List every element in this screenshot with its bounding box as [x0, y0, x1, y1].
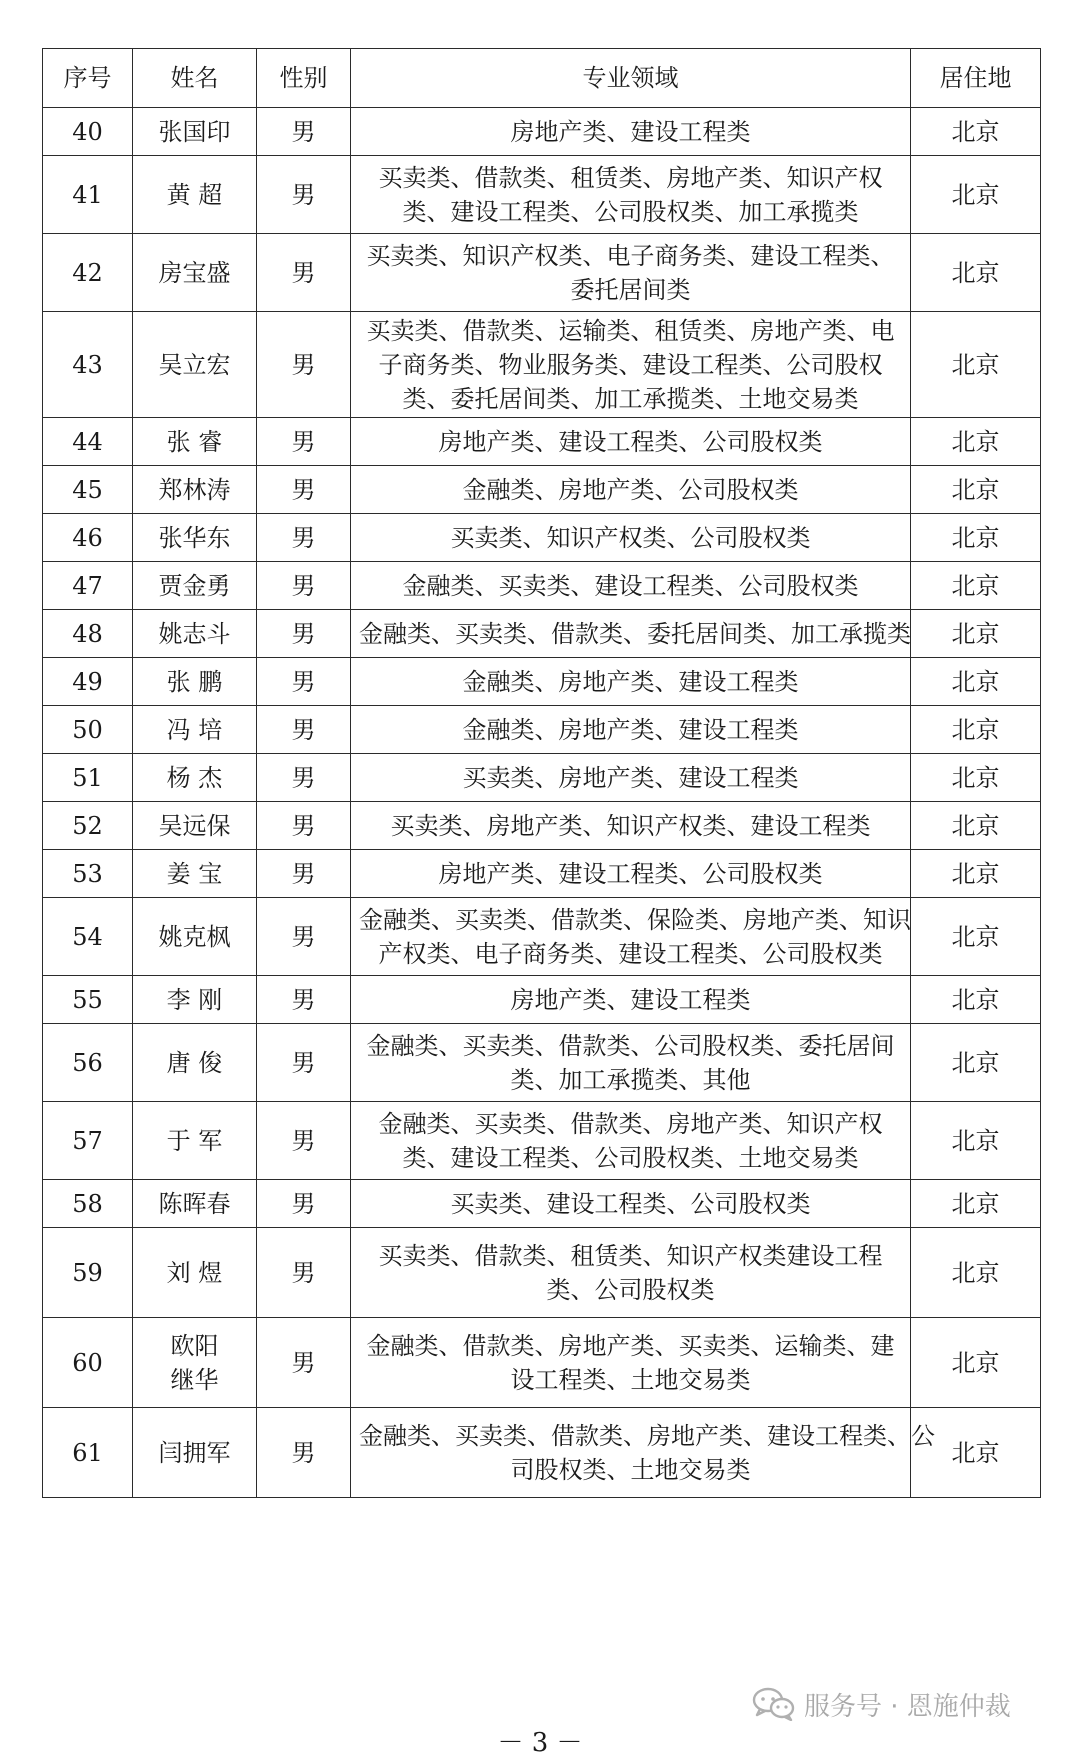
fields-line: 金融类、买卖类、借款类、委托居间类、加工承揽类 [359, 619, 911, 648]
cell-residence: 北京 [911, 1228, 1041, 1318]
cell-name: 唐 俊 [133, 1024, 257, 1102]
cell-name: 姚志斗 [133, 610, 257, 658]
cell-name: 贾金勇 [133, 562, 257, 610]
cell-name: 杨 杰 [133, 754, 257, 802]
cell-fields [351, 234, 911, 312]
table-row [43, 108, 1041, 156]
cell-number: 61 [43, 1408, 133, 1498]
table-row [43, 1180, 1041, 1228]
table-row [43, 1228, 1041, 1318]
cell-fields [351, 466, 911, 514]
cell-residence: 北京 [911, 418, 1041, 466]
cell-fields [351, 156, 911, 234]
cell-sex: 男 [257, 156, 351, 234]
fields-line: 金融类、买卖类、借款类、公司股权类、委托居间 [366, 1031, 895, 1060]
cell-name: 李 刚 [133, 976, 257, 1024]
table-row [43, 754, 1041, 802]
cell-residence: 北京 [911, 754, 1041, 802]
table-row [43, 976, 1041, 1024]
cell-residence: 北京 [911, 312, 1041, 418]
cell-name: 郑林涛 [133, 466, 257, 514]
cell-fields [351, 1228, 911, 1318]
cell-residence: 北京 [911, 610, 1041, 658]
cell-sex: 男 [257, 234, 351, 312]
table-row [43, 658, 1041, 706]
fields-line: 买卖类、知识产权类、公司股权类 [450, 523, 811, 552]
cell-residence: 北京 [911, 850, 1041, 898]
header-sex: 性别 [257, 49, 351, 108]
fields-line: 金融类、房地产类、公司股权类 [462, 475, 799, 504]
cell-name: 闫拥军 [133, 1408, 257, 1498]
cell-name: 张华东 [133, 514, 257, 562]
cell-fields [351, 108, 911, 156]
cell-residence: 北京 [911, 1408, 1041, 1498]
cell-fields [351, 1408, 935, 1498]
fields-line: 买卖类、房地产类、建设工程类 [462, 763, 799, 792]
cell-residence: 北京 [911, 1180, 1041, 1228]
table-row [43, 1102, 1041, 1180]
fields-line: 房地产类、建设工程类 [510, 985, 751, 1014]
cell-fields [351, 610, 911, 658]
cell-sex: 男 [257, 976, 351, 1024]
cell-number: 48 [43, 610, 133, 658]
fields-line: 金融类、借款类、房地产类、买卖类、运输类、建 [366, 1331, 895, 1360]
cell-fields [351, 850, 911, 898]
cell-number: 49 [43, 658, 133, 706]
fields-line: 金融类、买卖类、借款类、房地产类、知识产权 [378, 1109, 883, 1138]
cell-sex: 男 [257, 610, 351, 658]
cell-residence: 北京 [911, 976, 1041, 1024]
fields-line: 买卖类、建设工程类、公司股权类 [450, 1189, 811, 1218]
cell-number: 55 [43, 976, 133, 1024]
cell-residence: 北京 [911, 802, 1041, 850]
table-row [43, 514, 1041, 562]
table-row [43, 156, 1041, 234]
cell-number: 50 [43, 706, 133, 754]
cell-number: 52 [43, 802, 133, 850]
table-row [43, 234, 1041, 312]
cell-name: 张国印 [133, 108, 257, 156]
cell-fields [351, 312, 911, 418]
fields-line: 买卖类、借款类、租赁类、房地产类、知识产权 [378, 163, 883, 192]
fields-line: 设工程类、土地交易类 [510, 1365, 751, 1394]
fields-line: 房地产类、建设工程类 [510, 117, 751, 146]
cell-number: 54 [43, 898, 133, 976]
cell-name: 冯 培 [133, 706, 257, 754]
cell-sex: 男 [257, 754, 351, 802]
cell-sex: 男 [257, 706, 351, 754]
document-page [42, 48, 1040, 1498]
cell-residence: 北京 [911, 1024, 1041, 1102]
watermark-brand [752, 1680, 1011, 1728]
table-row [43, 466, 1041, 514]
fields-line: 金融类、房地产类、建设工程类 [462, 667, 799, 696]
fields-line: 类、加工承揽类、其他 [510, 1065, 751, 1094]
cell-number: 41 [43, 156, 133, 234]
cell-residence: 北京 [911, 156, 1041, 234]
fields-line: 房地产类、建设工程类、公司股权类 [438, 427, 823, 456]
fields-line: 类、建设工程类、公司股权类、加工承揽类 [402, 197, 859, 226]
cell-sex: 男 [257, 1024, 351, 1102]
wechat-icon [752, 1687, 796, 1721]
cell-fields [351, 802, 911, 850]
fields-line: 买卖类、借款类、租赁类、知识产权类建设工程 [378, 1241, 883, 1270]
cell-number: 45 [43, 466, 133, 514]
fields-line: 房地产类、建设工程类、公司股权类 [438, 859, 823, 888]
cell-sex: 男 [257, 1228, 351, 1318]
cell-number: 46 [43, 514, 133, 562]
cell-number: 51 [43, 754, 133, 802]
cell-residence: 北京 [911, 108, 1041, 156]
fields-line: 买卖类、房地产类、知识产权类、建设工程类 [390, 811, 871, 840]
fields-line: 类、建设工程类、公司股权类、土地交易类 [402, 1143, 859, 1172]
cell-fields [351, 706, 911, 754]
cell-fields [351, 1024, 911, 1102]
table-row [43, 1318, 1041, 1408]
cell-name: 姚克枫 [133, 898, 257, 976]
cell-fields [351, 754, 911, 802]
cell-sex: 男 [257, 898, 351, 976]
cell-name: 吴远保 [133, 802, 257, 850]
table-row [43, 312, 1041, 418]
table-row [43, 1408, 1041, 1498]
cell-sex: 男 [257, 850, 351, 898]
fields-line: 金融类、房地产类、建设工程类 [462, 715, 799, 744]
cell-residence: 北京 [911, 466, 1041, 514]
watermark-text: 服务号 · 恩施仲裁 [804, 1691, 1011, 1722]
cell-sex: 男 [257, 418, 351, 466]
cell-number: 59 [43, 1228, 133, 1318]
cell-number: 60 [43, 1318, 133, 1408]
table-row [43, 562, 1041, 610]
fields-line: 司股权类、土地交易类 [510, 1455, 751, 1484]
cell-fields [351, 898, 911, 976]
cell-sex: 男 [257, 514, 351, 562]
fields-line: 金融类、买卖类、建设工程类、公司股权类 [402, 571, 859, 600]
cell-name: 黄 超 [133, 156, 257, 234]
cell-number: 56 [43, 1024, 133, 1102]
table-header-row [43, 49, 1041, 108]
table-row [43, 418, 1041, 466]
cell-sex: 男 [257, 802, 351, 850]
table-row [43, 706, 1041, 754]
cell-residence: 北京 [911, 514, 1041, 562]
cell-sex: 男 [257, 1318, 351, 1408]
table-row [43, 802, 1041, 850]
cell-fields [351, 418, 911, 466]
table-body [43, 108, 1041, 1498]
cell-name: 于 军 [133, 1102, 257, 1180]
fields-line: 类、公司股权类 [546, 1275, 715, 1304]
fields-line: 买卖类、知识产权类、电子商务类、建设工程类、 [366, 241, 895, 270]
cell-sex: 男 [257, 312, 351, 418]
cell-name: 欧阳 继华 [133, 1318, 257, 1408]
cell-name: 张 鹏 [133, 658, 257, 706]
header-fields: 专业领域 [351, 49, 911, 108]
table-row [43, 1024, 1041, 1102]
cell-sex: 男 [257, 1408, 351, 1498]
cell-name: 陈晖春 [133, 1180, 257, 1228]
cell-name: 刘 煜 [133, 1228, 257, 1318]
cell-name: 张 睿 [133, 418, 257, 466]
table-row [43, 898, 1041, 976]
cell-sex: 男 [257, 1102, 351, 1180]
header-name: 姓名 [133, 49, 257, 108]
cell-fields [351, 1102, 911, 1180]
cell-sex: 男 [257, 562, 351, 610]
fields-line: 子商务类、物业服务类、建设工程类、公司股权 [378, 350, 883, 379]
cell-residence: 北京 [911, 562, 1041, 610]
cell-residence: 北京 [911, 1318, 1041, 1408]
fields-line: 买卖类、借款类、运输类、租赁类、房地产类、电 [366, 316, 895, 345]
cell-number: 47 [43, 562, 133, 610]
fields-line: 金融类、买卖类、借款类、房地产类、建设工程类、公 [359, 1421, 935, 1450]
cell-number: 40 [43, 108, 133, 156]
cell-number: 44 [43, 418, 133, 466]
cell-sex: 男 [257, 466, 351, 514]
cell-residence: 北京 [911, 658, 1041, 706]
cell-number: 43 [43, 312, 133, 418]
cell-sex: 男 [257, 1180, 351, 1228]
fields-line: 金融类、买卖类、借款类、保险类、房地产类、知识 [359, 905, 911, 934]
cell-fields [351, 1318, 911, 1408]
cell-name: 吴立宏 [133, 312, 257, 418]
fields-line: 产权类、电子商务类、建设工程类、公司股权类 [378, 939, 883, 968]
fields-line: 委托居间类 [570, 275, 691, 304]
cell-residence: 北京 [911, 898, 1041, 976]
cell-residence: 北京 [911, 706, 1041, 754]
cell-number: 53 [43, 850, 133, 898]
cell-residence: 北京 [911, 234, 1041, 312]
arbitrator-table [42, 48, 1041, 1498]
cell-residence: 北京 [911, 1102, 1041, 1180]
page-number: － 3 － [497, 1728, 583, 1758]
header-residence: 居住地 [911, 49, 1041, 108]
cell-fields [351, 562, 911, 610]
cell-fields [351, 976, 911, 1024]
table-row [43, 610, 1041, 658]
fields-line: 类、委托居间类、加工承揽类、土地交易类 [402, 384, 859, 413]
cell-fields [351, 1180, 911, 1228]
cell-fields [351, 658, 911, 706]
cell-fields [351, 514, 911, 562]
cell-number: 58 [43, 1180, 133, 1228]
header-number: 序号 [43, 49, 133, 108]
cell-name: 姜 宝 [133, 850, 257, 898]
cell-sex: 男 [257, 108, 351, 156]
cell-number: 57 [43, 1102, 133, 1180]
cell-name: 房宝盛 [133, 234, 257, 312]
cell-number: 42 [43, 234, 133, 312]
table-row [43, 850, 1041, 898]
cell-sex: 男 [257, 658, 351, 706]
